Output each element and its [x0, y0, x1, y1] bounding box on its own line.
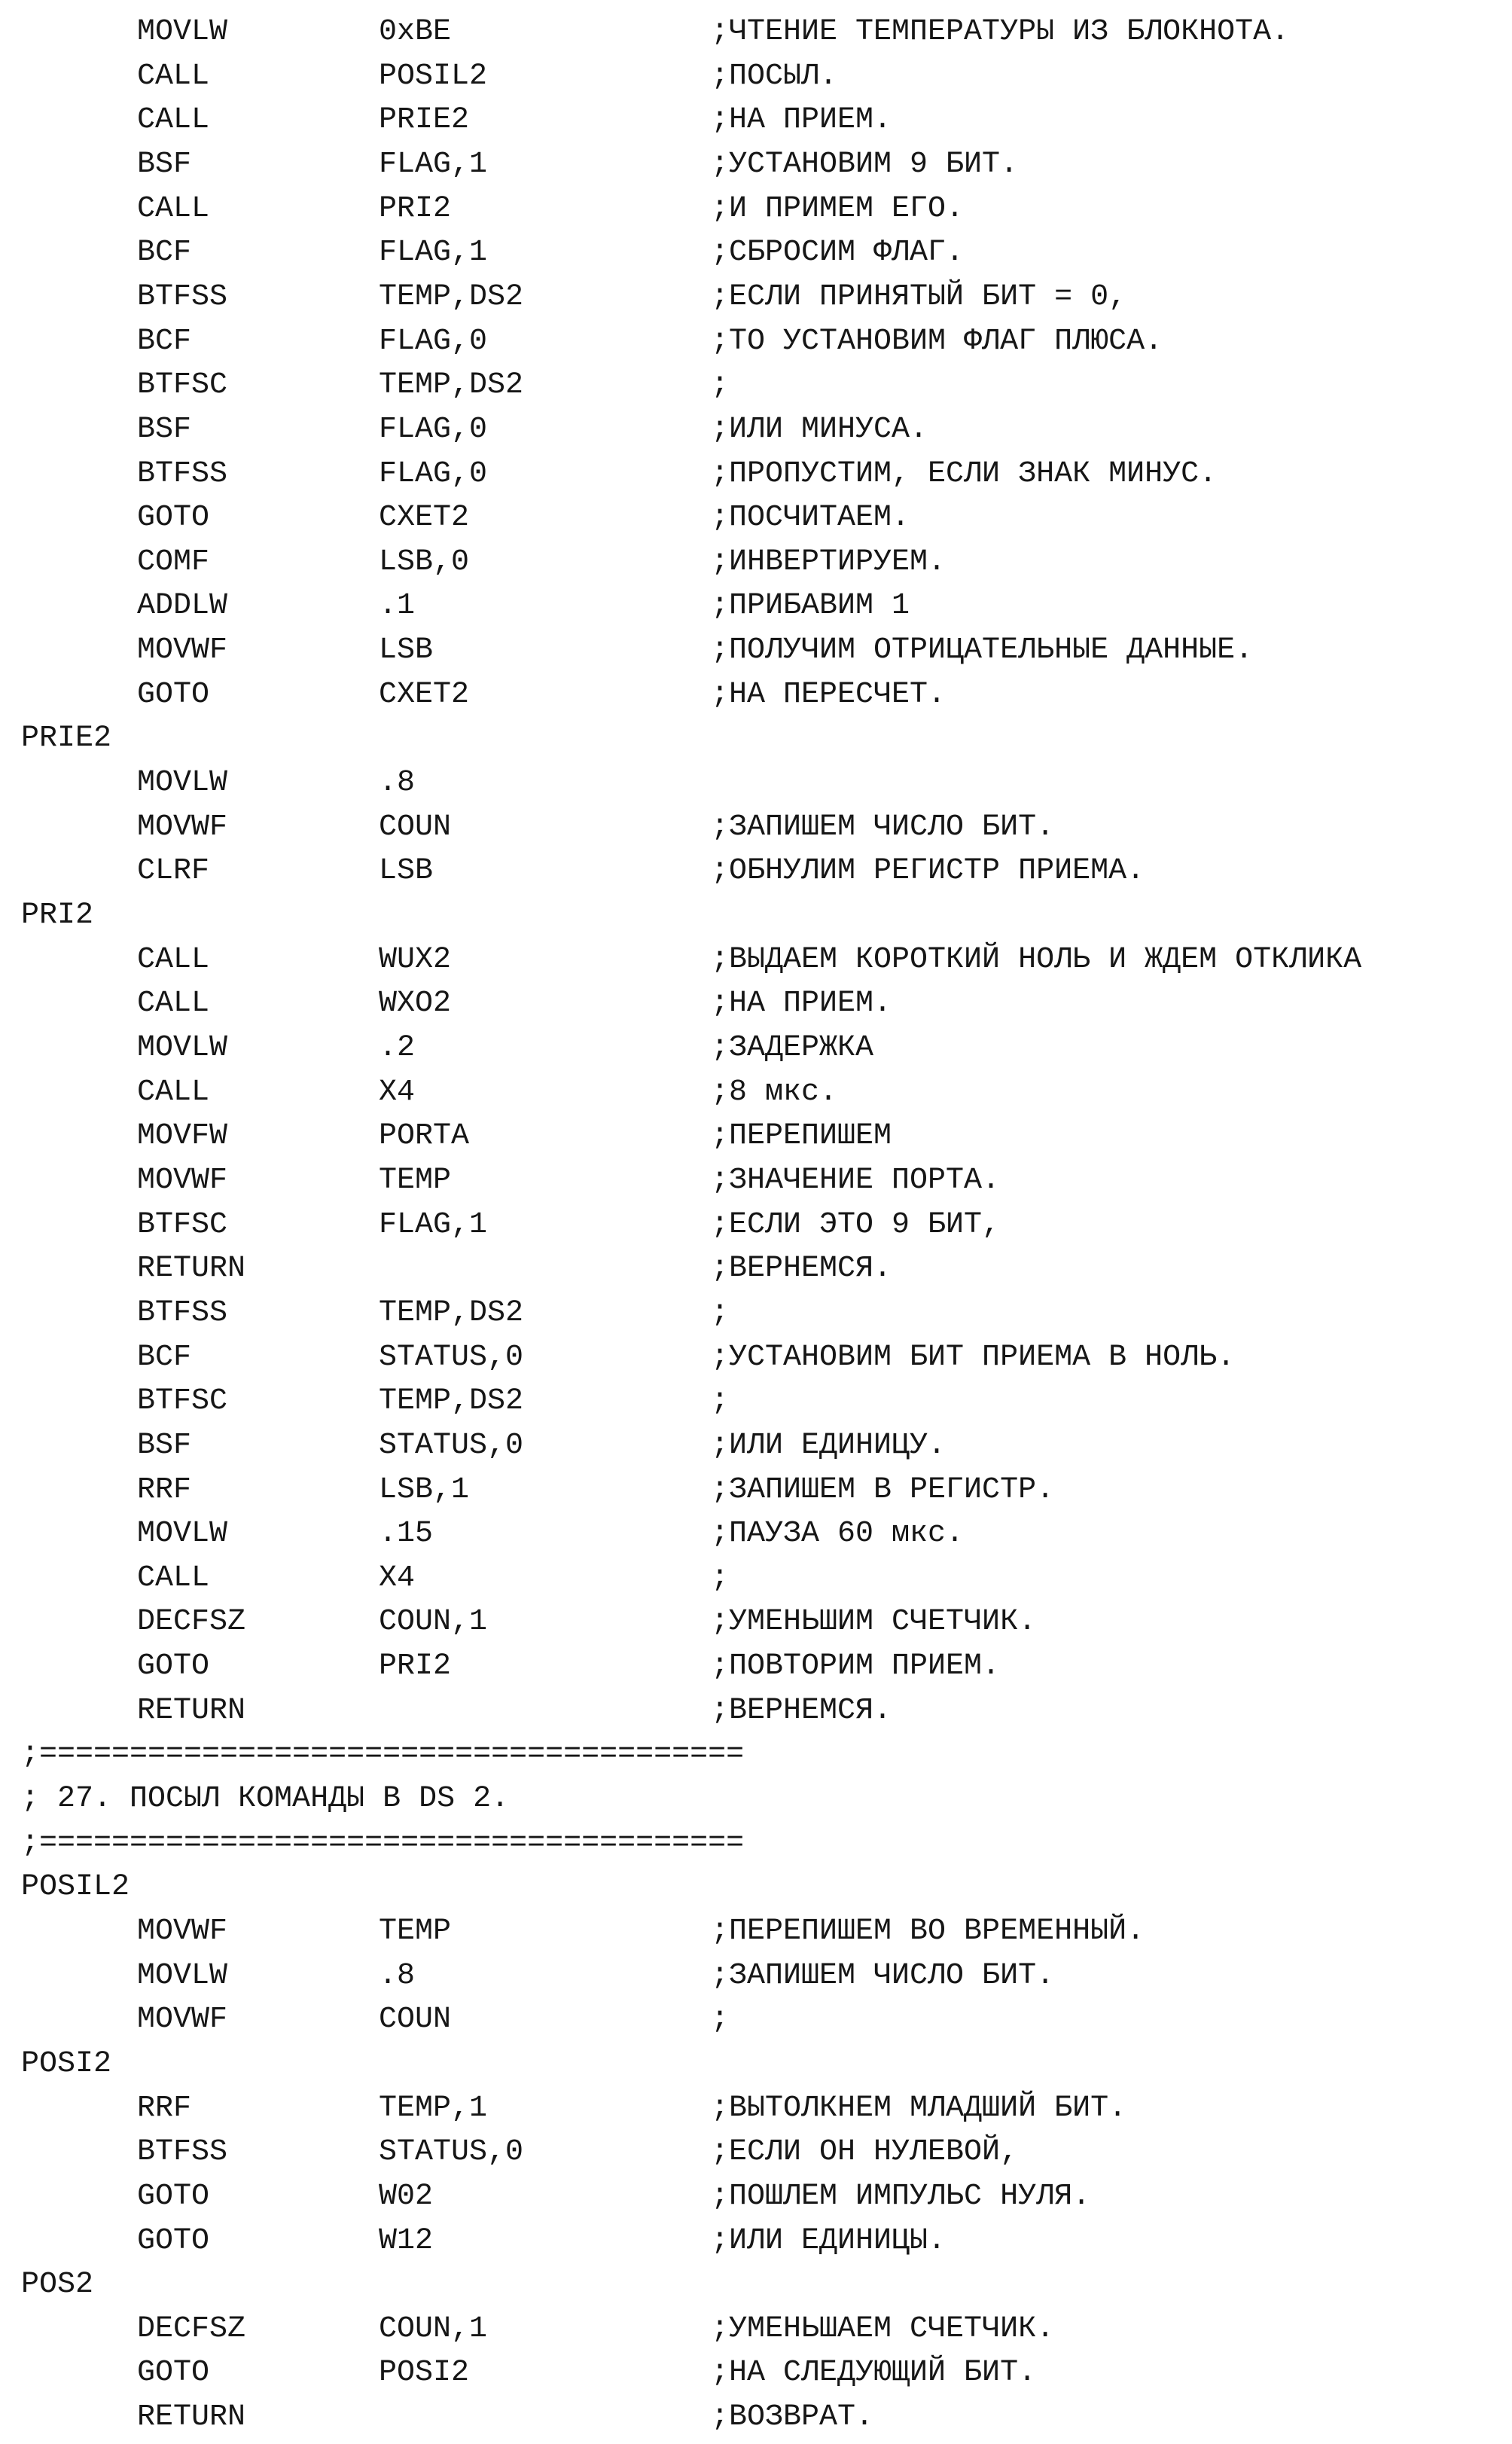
operand: WUX2 [379, 942, 452, 977]
mnemonic: MOVWF [137, 810, 228, 844]
mnemonic: BTFSC [137, 1207, 228, 1242]
comment: ;СБРОСИМ ФЛАГ. [711, 236, 965, 270]
operand: .1 [379, 589, 416, 624]
mnemonic: BTFSC [137, 368, 228, 403]
mnemonic: GOTO [137, 2223, 210, 2258]
mnemonic: BCF [137, 236, 192, 270]
mnemonic: BSF [137, 412, 192, 447]
comment: ;НА ПРИЕМ. [711, 987, 892, 1021]
operand: TEMP,DS2 [379, 1384, 524, 1419]
comment: ;И ПРИМЕМ ЕГО. [711, 191, 965, 226]
operand: FLAG,1 [379, 236, 488, 270]
comment: ;ИЛИ МИНУСА. [711, 412, 928, 447]
comment: ;НА ПРИЕМ. [711, 103, 892, 138]
comment: ;ВЕРНЕМСЯ. [711, 1252, 892, 1286]
operand: .8 [379, 1958, 416, 1993]
mnemonic: MOVLW [137, 1031, 228, 1065]
comment: ;ВОЗВРАТ. [711, 2400, 874, 2435]
comment: ;ПРОПУСТИМ, ЕСЛИ ЗНАК МИНУС. [711, 456, 1218, 491]
operand: .8 [379, 766, 416, 800]
comment: ;ПОСЫЛ. [711, 59, 838, 93]
operand: FLAG,0 [379, 456, 488, 491]
comment: ;ПОШЛЕМ ИМПУЛЬС НУЛЯ. [711, 2179, 1091, 2214]
mnemonic: BCF [137, 324, 192, 359]
mnemonic: CALL [137, 103, 210, 138]
comment: ;ИЛИ ЕДИНИЦЫ. [711, 2223, 947, 2258]
mnemonic: BTFSS [137, 2135, 228, 2170]
mnemonic: CALL [137, 987, 210, 1021]
operand: FLAG,1 [379, 147, 488, 182]
mnemonic: RETURN [137, 1252, 246, 1286]
operand: TEMP,DS2 [379, 1295, 524, 1330]
operand: TEMP [379, 1914, 452, 1948]
separator-line-text: ;======================================= [21, 1826, 745, 1860]
comment: ; [711, 1384, 730, 1419]
operand: PRI2 [379, 1649, 452, 1683]
comment: ;ЗАПИШЕМ ЧИСЛО БИТ. [711, 1958, 1055, 1993]
mnemonic: GOTO [137, 677, 210, 712]
operand: LSB [379, 633, 434, 668]
operand: COUN [379, 2003, 452, 2037]
operand: PRIE2 [379, 103, 470, 138]
mnemonic: CALL [137, 59, 210, 93]
mnemonic: GOTO [137, 501, 210, 535]
mnemonic: BSF [137, 1428, 192, 1463]
comment: ;ПОВТОРИМ ПРИЕМ. [711, 1649, 1001, 1683]
operand: CXET2 [379, 677, 470, 712]
comment: ;ПАУЗА 60 мкс. [711, 1517, 965, 1552]
mnemonic: CALL [137, 1075, 210, 1109]
operand: W02 [379, 2179, 434, 2214]
operand: STATUS,0 [379, 2135, 524, 2170]
mnemonic: BTFSC [137, 1384, 228, 1419]
comment: ;ЗАПИШЕМ В РЕГИСТР. [711, 1472, 1055, 1507]
comment: ;ПОСЧИТАЕМ. [711, 501, 910, 535]
comment: ;ЧТЕНИЕ ТЕМПЕРАТУРЫ ИЗ БЛОКНОТА. [711, 15, 1290, 49]
operand: WXO2 [379, 987, 452, 1021]
comment: ;НА СЛЕДУЮЩИЙ БИТ. [711, 2356, 1037, 2391]
comment: ;ПЕРЕПИШЕМ [711, 1119, 892, 1154]
operand: FLAG,0 [379, 324, 488, 359]
operand: .2 [379, 1031, 416, 1065]
comment: ;УСТАНОВИМ БИТ ПРИЕМА В НОЛЬ. [711, 1340, 1236, 1375]
separator-line-text: ;======================================= [21, 1738, 745, 1772]
mnemonic: MOVLW [137, 766, 228, 800]
mnemonic: BCF [137, 1340, 192, 1375]
mnemonic: CALL [137, 191, 210, 226]
code-label-text: PRI2 [21, 899, 94, 932]
mnemonic: CALL [137, 1561, 210, 1595]
mnemonic: ADDLW [137, 589, 228, 624]
operand: W12 [379, 2223, 434, 2258]
comment: ;УМЕНЬШИМ СЧЕТЧИК. [711, 1605, 1037, 1640]
comment: ;ПРИБАВИМ 1 [711, 589, 910, 624]
mnemonic: MOVWF [137, 2003, 228, 2037]
operand: STATUS,0 [379, 1340, 524, 1375]
mnemonic: CALL [137, 942, 210, 977]
mnemonic: RETURN [137, 1693, 246, 1728]
comment: ;ЗАПИШЕМ ЧИСЛО БИТ. [711, 810, 1055, 844]
section-heading-text: ; 27. ПОСЫЛ КОМАНДЫ В DS 2. [21, 1782, 510, 1816]
comment: ;ОБНУЛИМ РЕГИСТР ПРИЕМА. [711, 854, 1145, 889]
mnemonic: BTFSS [137, 1295, 228, 1330]
mnemonic: MOVWF [137, 633, 228, 668]
mnemonic: GOTO [137, 2179, 210, 2214]
operand: POSI2 [379, 2356, 470, 2391]
mnemonic: MOVWF [137, 1914, 228, 1948]
comment: ;8 мкс. [711, 1075, 838, 1109]
mnemonic: RRF [137, 2091, 192, 2125]
code-label-text: PRIE2 [21, 722, 112, 756]
operand: CXET2 [379, 501, 470, 535]
comment: ;НА ПЕРЕСЧЕТ. [711, 677, 947, 712]
comment: ; [711, 1295, 730, 1330]
mnemonic: GOTO [137, 1649, 210, 1683]
mnemonic: CLRF [137, 854, 210, 889]
mnemonic: BSF [137, 147, 192, 182]
operand: .15 [379, 1517, 434, 1552]
mnemonic: GOTO [137, 2356, 210, 2391]
operand: COUN,1 [379, 1605, 488, 1640]
code-label-text: POS2 [21, 2268, 94, 2302]
comment: ;ПЕРЕПИШЕМ ВО ВРЕМЕННЫЙ. [711, 1914, 1145, 1948]
operand: X4 [379, 1561, 416, 1595]
comment: ;ИЛИ ЕДИНИЦУ. [711, 1428, 947, 1463]
comment: ;ЕСЛИ ОН НУЛЕВОЙ, [711, 2135, 1019, 2170]
comment: ;ВЫДАЕМ КОРОТКИЙ НОЛЬ И ЖДЕМ ОТКЛИКА [711, 942, 1362, 977]
comment: ;ЗНАЧЕНИЕ ПОРТА. [711, 1163, 1001, 1198]
operand: 0xBE [379, 15, 452, 49]
operand: LSB,1 [379, 1472, 470, 1507]
comment: ;ВЕРНЕМСЯ. [711, 1693, 892, 1728]
comment: ;ЕСЛИ ПРИНЯТЫЙ БИТ = 0, [711, 279, 1127, 314]
comment: ;УСТАНОВИМ 9 БИТ. [711, 147, 1019, 182]
comment: ;ИНВЕРТИРУЕМ. [711, 545, 947, 579]
mnemonic: BTFSS [137, 279, 228, 314]
operand: X4 [379, 1075, 416, 1109]
mnemonic: MOVLW [137, 15, 228, 49]
comment: ;ТО УСТАНОВИМ ФЛАГ ПЛЮСА. [711, 324, 1163, 359]
comment: ;ВЫТОЛКНЕМ МЛАДШИЙ БИТ. [711, 2091, 1127, 2125]
mnemonic: DECFSZ [137, 1605, 246, 1640]
comment: ;УМЕНЬШАЕМ СЧЕТЧИК. [711, 2311, 1055, 2346]
mnemonic: DECFSZ [137, 2311, 246, 2346]
comment: ; [711, 368, 730, 403]
comment: ;ЗАДЕРЖКА [711, 1031, 874, 1065]
operand: LSB [379, 854, 434, 889]
operand: TEMP,1 [379, 2091, 488, 2125]
operand: TEMP,DS2 [379, 279, 524, 314]
operand: COUN,1 [379, 2311, 488, 2346]
comment: ; [711, 1561, 730, 1595]
comment: ; [711, 2003, 730, 2037]
mnemonic: BTFSS [137, 456, 228, 491]
mnemonic: MOVFW [137, 1119, 228, 1154]
mnemonic: COMF [137, 545, 210, 579]
code-label-text: POSI2 [21, 2046, 112, 2081]
operand: TEMP,DS2 [379, 368, 524, 403]
operand: PORTA [379, 1119, 470, 1154]
mnemonic: RRF [137, 1472, 192, 1507]
operand: TEMP [379, 1163, 452, 1198]
mnemonic: MOVWF [137, 1163, 228, 1198]
operand: COUN [379, 810, 452, 844]
mnemonic: MOVLW [137, 1517, 228, 1552]
code-label-text: POSIL2 [21, 1870, 130, 1905]
operand: POSIL2 [379, 59, 488, 93]
comment: ;ЕСЛИ ЭТО 9 БИТ, [711, 1207, 1001, 1242]
comment: ;ПОЛУЧИМ ОТРИЦАТЕЛЬНЫЕ ДАННЫЕ. [711, 633, 1254, 668]
operand: PRI2 [379, 191, 452, 226]
mnemonic: RETURN [137, 2400, 246, 2435]
mnemonic: MOVLW [137, 1958, 228, 1993]
operand: FLAG,0 [379, 412, 488, 447]
operand: STATUS,0 [379, 1428, 524, 1463]
operand: FLAG,1 [379, 1207, 488, 1242]
operand: LSB,0 [379, 545, 470, 579]
